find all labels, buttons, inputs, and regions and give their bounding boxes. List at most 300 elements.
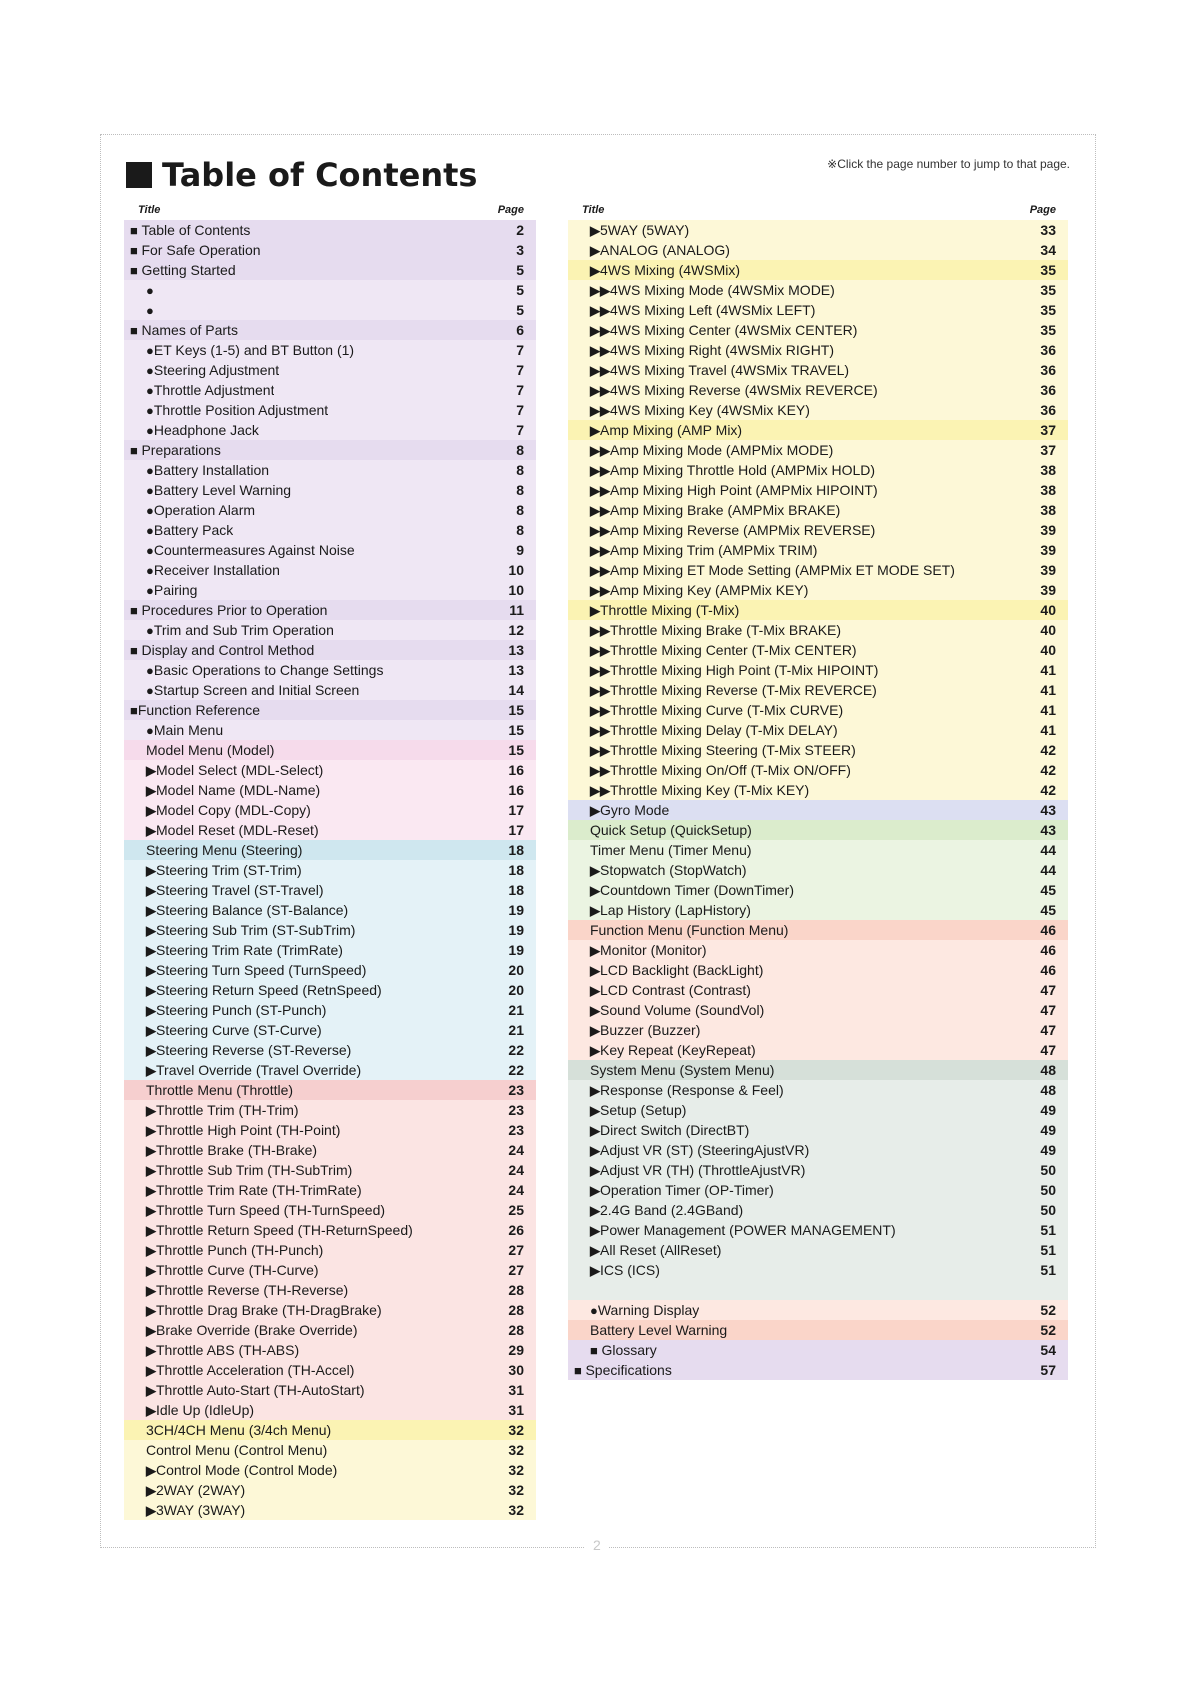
toc-page-link[interactable]: 40 xyxy=(1040,642,1056,658)
toc-page-link[interactable]: 42 xyxy=(1040,742,1056,758)
toc-row[interactable] xyxy=(124,1240,536,1260)
toc-page-link[interactable]: 20 xyxy=(508,982,524,998)
toc-marker: ▶▶ xyxy=(590,303,610,318)
toc-page-link[interactable]: 28 xyxy=(508,1302,524,1318)
toc-page-link[interactable]: 35 xyxy=(1040,282,1056,298)
toc-marker: ▶▶ xyxy=(590,463,610,478)
toc-page-link[interactable]: 12 xyxy=(508,622,524,638)
toc-page-link[interactable]: 41 xyxy=(1040,702,1056,718)
toc-page-link[interactable]: 47 xyxy=(1040,1022,1056,1038)
toc-row[interactable] xyxy=(124,620,536,640)
toc-row[interactable] xyxy=(124,500,536,520)
toc-row[interactable] xyxy=(568,1140,1068,1160)
toc-row[interactable] xyxy=(568,1320,1068,1340)
toc-title-text: Countdown Timer (DownTimer) xyxy=(600,882,794,898)
toc-page-link[interactable]: 8 xyxy=(516,442,524,458)
toc-page-link[interactable]: 35 xyxy=(1040,322,1056,338)
toc-page-link[interactable]: 23 xyxy=(508,1122,524,1138)
toc-page-link[interactable]: 33 xyxy=(1040,222,1056,238)
toc-row[interactable] xyxy=(124,260,536,280)
toc-row[interactable] xyxy=(568,700,1068,720)
toc-marker: ▶ xyxy=(590,1003,600,1018)
toc-row[interactable] xyxy=(568,520,1068,540)
toc-row[interactable] xyxy=(568,580,1068,600)
toc-row[interactable] xyxy=(124,320,536,340)
toc-page-link[interactable]: 52 xyxy=(1040,1322,1056,1338)
toc-row[interactable] xyxy=(124,600,536,620)
toc-page-link[interactable]: 43 xyxy=(1040,802,1056,818)
toc-page-link[interactable]: 36 xyxy=(1040,362,1056,378)
toc-page-link[interactable]: 5 xyxy=(516,302,524,318)
toc-row[interactable] xyxy=(124,440,536,460)
toc-row[interactable] xyxy=(568,1260,1068,1280)
toc-page-link[interactable]: 32 xyxy=(508,1442,524,1458)
toc-row[interactable] xyxy=(124,360,536,380)
toc-row[interactable] xyxy=(124,1020,536,1040)
toc-row[interactable] xyxy=(568,880,1068,900)
toc-row[interactable] xyxy=(124,920,536,940)
toc-row[interactable] xyxy=(568,820,1068,840)
toc-page-link[interactable]: 50 xyxy=(1040,1182,1056,1198)
toc-page-link[interactable]: 37 xyxy=(1040,422,1056,438)
toc-row[interactable] xyxy=(124,1220,536,1240)
toc-row[interactable] xyxy=(124,700,536,720)
toc-marker: ▶ xyxy=(146,903,156,918)
toc-row[interactable] xyxy=(124,520,536,540)
toc-title-text: Timer Menu (Timer Menu) xyxy=(590,842,752,858)
toc-page-link[interactable]: 47 xyxy=(1040,1042,1056,1058)
toc-entry-title xyxy=(574,740,856,760)
toc-page-link[interactable]: 51 xyxy=(1040,1242,1056,1258)
toc-page-link[interactable]: 22 xyxy=(508,1062,524,1078)
toc-row[interactable] xyxy=(124,1100,536,1120)
toc-page-link[interactable]: 41 xyxy=(1040,662,1056,678)
toc-row[interactable] xyxy=(124,1440,536,1460)
toc-row[interactable] xyxy=(568,1020,1068,1040)
toc-page-link[interactable]: 14 xyxy=(508,682,524,698)
toc-marker: ▶ xyxy=(590,243,600,258)
toc-page-link[interactable]: 20 xyxy=(508,962,524,978)
toc-title-text: Startup Screen and Initial Screen xyxy=(153,682,360,698)
toc-page-link[interactable]: 44 xyxy=(1040,862,1056,878)
toc-page-link[interactable]: 50 xyxy=(1040,1162,1056,1178)
toc-page-link[interactable]: 32 xyxy=(508,1482,524,1498)
toc-list-right xyxy=(568,220,1068,1380)
toc-page-link[interactable]: 28 xyxy=(508,1282,524,1298)
toc-row[interactable] xyxy=(568,420,1068,440)
toc-row[interactable] xyxy=(124,400,536,420)
toc-row[interactable] xyxy=(124,840,536,860)
toc-row[interactable] xyxy=(124,1400,536,1420)
toc-entry-title xyxy=(130,220,250,240)
toc-page-link[interactable]: 34 xyxy=(1040,242,1056,258)
toc-page-link[interactable]: 7 xyxy=(516,342,524,358)
toc-page-link[interactable]: 32 xyxy=(508,1462,524,1478)
toc-page-link[interactable]: 18 xyxy=(508,882,524,898)
toc-page-link[interactable]: 41 xyxy=(1040,682,1056,698)
toc-row[interactable] xyxy=(124,1120,536,1140)
toc-row[interactable] xyxy=(124,1060,536,1080)
toc-title-text: Trim and Sub Trim Operation xyxy=(153,622,334,638)
toc-row[interactable] xyxy=(124,1340,536,1360)
toc-marker: ▶ xyxy=(590,983,600,998)
toc-row[interactable] xyxy=(124,1500,536,1520)
toc-row[interactable] xyxy=(124,1360,536,1380)
toc-page-link[interactable]: 57 xyxy=(1040,1362,1056,1378)
toc-row[interactable] xyxy=(124,540,536,560)
toc-row[interactable] xyxy=(124,1200,536,1220)
toc-page-link[interactable]: 7 xyxy=(516,382,524,398)
toc-marker: ▶ xyxy=(146,1003,156,1018)
toc-page-link[interactable]: 2 xyxy=(516,222,524,238)
toc-page-link[interactable]: 27 xyxy=(508,1262,524,1278)
toc-row[interactable] xyxy=(568,960,1068,980)
toc-row[interactable] xyxy=(568,260,1068,280)
toc-marker: ▶▶ xyxy=(590,343,610,358)
toc-entry-title xyxy=(574,580,808,600)
toc-row[interactable] xyxy=(568,1100,1068,1120)
toc-page-link[interactable]: 42 xyxy=(1040,782,1056,798)
toc-row[interactable] xyxy=(124,960,536,980)
toc-page-link[interactable]: 51 xyxy=(1040,1222,1056,1238)
toc-marker: ● xyxy=(146,523,154,538)
column-header xyxy=(568,200,1068,220)
toc-page-link[interactable]: 8 xyxy=(516,462,524,478)
toc-page-link[interactable]: 10 xyxy=(508,562,524,578)
toc-column-left xyxy=(124,200,536,1520)
toc-row[interactable] xyxy=(124,860,536,880)
toc-title-text: Control Mode (Control Mode) xyxy=(156,1462,338,1478)
toc-page-link[interactable]: 6 xyxy=(516,322,524,338)
toc-page-link[interactable]: 10 xyxy=(508,582,524,598)
toc-page-link[interactable]: 32 xyxy=(508,1502,524,1518)
toc-entry-title xyxy=(130,640,314,660)
toc-page-link[interactable]: 46 xyxy=(1040,942,1056,958)
toc-page-link[interactable]: 40 xyxy=(1040,602,1056,618)
toc-page-link[interactable]: 49 xyxy=(1040,1142,1056,1158)
toc-row[interactable] xyxy=(568,720,1068,740)
toc-row[interactable] xyxy=(124,420,536,440)
toc-entry-title xyxy=(574,440,833,460)
toc-page-link[interactable]: 16 xyxy=(508,762,524,778)
toc-row[interactable] xyxy=(568,660,1068,680)
toc-page-link[interactable]: 19 xyxy=(508,942,524,958)
toc-page-link[interactable]: 52 xyxy=(1040,1302,1056,1318)
toc-page-link[interactable]: 54 xyxy=(1040,1342,1056,1358)
toc-title-text: 5WAY (5WAY) xyxy=(600,222,690,238)
toc-row[interactable] xyxy=(568,1200,1068,1220)
toc-row[interactable] xyxy=(124,1460,536,1480)
toc-page-link[interactable]: 29 xyxy=(508,1342,524,1358)
toc-entry-title xyxy=(130,700,260,720)
toc-entry-title xyxy=(130,1240,323,1260)
toc-page-link[interactable]: 5 xyxy=(516,262,524,278)
toc-row[interactable] xyxy=(568,240,1068,260)
toc-row[interactable] xyxy=(124,1040,536,1060)
toc-row[interactable] xyxy=(124,1380,536,1400)
toc-row[interactable] xyxy=(568,220,1068,240)
toc-marker: ▶▶ xyxy=(590,763,610,778)
toc-page-link[interactable]: 19 xyxy=(508,902,524,918)
toc-row[interactable] xyxy=(568,840,1068,860)
toc-row[interactable] xyxy=(124,1180,536,1200)
toc-row[interactable] xyxy=(568,760,1068,780)
toc-row[interactable] xyxy=(568,280,1068,300)
toc-marker: ■ xyxy=(590,1343,602,1358)
toc-marker: ▶ xyxy=(590,1243,600,1258)
toc-page-link[interactable]: 28 xyxy=(508,1322,524,1338)
toc-marker: ▶▶ xyxy=(590,323,610,338)
toc-title-text: Throttle Mixing Key (T-Mix KEY) xyxy=(610,782,810,798)
toc-row[interactable] xyxy=(568,640,1068,660)
toc-marker: ● xyxy=(146,583,154,598)
toc-page-link[interactable]: 39 xyxy=(1040,542,1056,558)
toc-row[interactable] xyxy=(568,440,1068,460)
toc-title-text: Throttle Mixing Curve (T-Mix CURVE) xyxy=(610,702,844,718)
toc-page-link[interactable]: 32 xyxy=(508,1422,524,1438)
toc-row[interactable] xyxy=(568,460,1068,480)
toc-row[interactable] xyxy=(124,660,536,680)
toc-row[interactable] xyxy=(124,220,536,240)
toc-row[interactable] xyxy=(124,940,536,960)
toc-page-link[interactable]: 22 xyxy=(508,1042,524,1058)
toc-row[interactable] xyxy=(568,380,1068,400)
toc-row[interactable] xyxy=(568,300,1068,320)
toc-row[interactable] xyxy=(568,1240,1068,1260)
toc-row[interactable] xyxy=(568,1080,1068,1100)
toc-page-link[interactable]: 48 xyxy=(1040,1082,1056,1098)
toc-page-link[interactable]: 21 xyxy=(508,1002,524,1018)
toc-row[interactable] xyxy=(568,900,1068,920)
toc-marker: ▶ xyxy=(590,903,600,918)
toc-page-link[interactable]: 13 xyxy=(508,662,524,678)
toc-page-link[interactable]: 24 xyxy=(508,1142,524,1158)
toc-row[interactable] xyxy=(124,740,536,760)
toc-row[interactable] xyxy=(124,1080,536,1100)
toc-page-link[interactable]: 25 xyxy=(508,1202,524,1218)
toc-page-link[interactable]: 13 xyxy=(508,642,524,658)
toc-row[interactable] xyxy=(568,1300,1068,1320)
toc-row[interactable] xyxy=(124,900,536,920)
toc-page-link[interactable]: 24 xyxy=(508,1182,524,1198)
toc-row[interactable] xyxy=(568,540,1068,560)
toc-row[interactable] xyxy=(124,580,536,600)
toc-row[interactable] xyxy=(568,1180,1068,1200)
toc-page-link[interactable]: 9 xyxy=(516,542,524,558)
toc-row[interactable] xyxy=(124,280,536,300)
toc-page-link[interactable]: 18 xyxy=(508,842,524,858)
toc-page-link[interactable]: 38 xyxy=(1040,482,1056,498)
toc-row[interactable] xyxy=(124,880,536,900)
toc-title-text: Battery Level Warning xyxy=(153,482,292,498)
toc-row[interactable] xyxy=(124,760,536,780)
toc-row[interactable] xyxy=(568,320,1068,340)
toc-page-link[interactable]: 7 xyxy=(516,422,524,438)
toc-page-link[interactable]: 43 xyxy=(1040,822,1056,838)
toc-page-link[interactable]: 31 xyxy=(508,1382,524,1398)
toc-row[interactable] xyxy=(124,380,536,400)
toc-title-text: LCD Contrast (Contrast) xyxy=(600,982,751,998)
toc-row[interactable] xyxy=(568,500,1068,520)
toc-row[interactable] xyxy=(124,1420,536,1440)
toc-page-link[interactable]: 18 xyxy=(508,862,524,878)
toc-page-link[interactable]: 50 xyxy=(1040,1202,1056,1218)
toc-list-left xyxy=(124,220,536,1520)
toc-page-link[interactable]: 15 xyxy=(508,722,524,738)
toc-page-link[interactable]: 39 xyxy=(1040,522,1056,538)
toc-row[interactable] xyxy=(124,340,536,360)
toc-row[interactable] xyxy=(124,460,536,480)
toc-entry-title xyxy=(574,280,835,300)
toc-page-link[interactable]: 41 xyxy=(1040,722,1056,738)
toc-title-text: 4WS Mixing Mode (4WSMix MODE) xyxy=(610,282,835,298)
toc-row[interactable] xyxy=(124,1160,536,1180)
toc-page-link[interactable]: 45 xyxy=(1040,882,1056,898)
toc-page-link[interactable]: 46 xyxy=(1040,922,1056,938)
toc-entry-title xyxy=(130,940,343,960)
toc-entry-title xyxy=(130,260,236,280)
toc-row[interactable] xyxy=(124,1000,536,1020)
toc-page-link[interactable]: 15 xyxy=(508,702,524,718)
toc-page-link[interactable]: 35 xyxy=(1040,262,1056,278)
toc-title-text: Sound Volume (SoundVol) xyxy=(600,1002,765,1018)
toc-page-link[interactable]: 47 xyxy=(1040,982,1056,998)
toc-row[interactable] xyxy=(568,560,1068,580)
toc-page-link[interactable]: 36 xyxy=(1040,402,1056,418)
toc-row[interactable] xyxy=(124,1320,536,1340)
toc-page-link[interactable]: 27 xyxy=(508,1242,524,1258)
toc-marker: ▶ xyxy=(146,1323,156,1338)
toc-row[interactable] xyxy=(124,300,536,320)
toc-title-text: Throttle Adjustment xyxy=(153,382,275,398)
toc-row[interactable] xyxy=(568,860,1068,880)
toc-title-text: Buzzer (Buzzer) xyxy=(600,1022,701,1038)
toc-title-text: 4WS Mixing Left (4WSMix LEFT) xyxy=(610,302,816,318)
toc-page-link[interactable]: 5 xyxy=(516,282,524,298)
toc-page-link[interactable]: 38 xyxy=(1040,502,1056,518)
toc-marker: ▶ xyxy=(146,1283,156,1298)
toc-page-link[interactable]: 11 xyxy=(509,602,524,618)
toc-page-link[interactable]: 45 xyxy=(1040,902,1056,918)
toc-marker: ▶▶ xyxy=(590,543,610,558)
toc-page-link[interactable]: 8 xyxy=(516,522,524,538)
toc-page-link[interactable]: 47 xyxy=(1040,1002,1056,1018)
toc-page-link[interactable]: 46 xyxy=(1040,962,1056,978)
toc-page-link[interactable]: 40 xyxy=(1040,622,1056,638)
toc-row[interactable] xyxy=(568,1060,1068,1080)
toc-title-text: Throttle Turn Speed (TH-TurnSpeed) xyxy=(156,1202,386,1218)
toc-row[interactable] xyxy=(568,940,1068,960)
toc-page-link[interactable]: 21 xyxy=(508,1022,524,1038)
toc-page-link[interactable]: 35 xyxy=(1040,302,1056,318)
toc-page-link[interactable]: 26 xyxy=(508,1222,524,1238)
toc-page-link[interactable]: 36 xyxy=(1040,382,1056,398)
toc-row[interactable] xyxy=(568,360,1068,380)
toc-row[interactable] xyxy=(568,800,1068,820)
toc-row[interactable] xyxy=(124,1140,536,1160)
toc-row[interactable] xyxy=(568,980,1068,1000)
toc-entry-title xyxy=(130,620,334,640)
toc-row[interactable] xyxy=(124,480,536,500)
toc-page-link[interactable]: 42 xyxy=(1040,762,1056,778)
toc-page-link[interactable]: 24 xyxy=(508,1162,524,1178)
toc-row[interactable] xyxy=(124,1300,536,1320)
toc-row[interactable] xyxy=(568,480,1068,500)
toc-row[interactable] xyxy=(568,680,1068,700)
toc-page-link[interactable]: 23 xyxy=(508,1082,524,1098)
toc-page-link[interactable]: 39 xyxy=(1040,582,1056,598)
toc-page-link[interactable]: 44 xyxy=(1040,842,1056,858)
toc-page-link[interactable]: 48 xyxy=(1040,1062,1056,1078)
toc-title-text: Operation Alarm xyxy=(153,502,256,518)
toc-row[interactable] xyxy=(568,780,1068,800)
toc-row[interactable] xyxy=(124,1280,536,1300)
toc-row[interactable] xyxy=(124,800,536,820)
toc-row[interactable] xyxy=(568,1040,1068,1060)
toc-marker: ● xyxy=(146,563,154,578)
toc-page-link[interactable]: 37 xyxy=(1040,442,1056,458)
toc-page-link[interactable]: 8 xyxy=(516,482,524,498)
toc-row[interactable] xyxy=(568,1120,1068,1140)
toc-row[interactable] xyxy=(568,340,1068,360)
toc-entry-title xyxy=(574,1180,774,1200)
toc-page-link[interactable]: 23 xyxy=(508,1102,524,1118)
toc-page-link[interactable]: 39 xyxy=(1040,562,1056,578)
toc-row[interactable] xyxy=(124,720,536,740)
toc-page-link[interactable]: 7 xyxy=(516,402,524,418)
toc-row[interactable] xyxy=(568,920,1068,940)
toc-page-link[interactable]: 3 xyxy=(516,242,524,258)
toc-row[interactable] xyxy=(568,740,1068,760)
toc-title-text: Preparations xyxy=(141,442,221,458)
toc-row[interactable] xyxy=(568,1220,1068,1240)
toc-page-link[interactable]: 16 xyxy=(508,782,524,798)
toc-page-link[interactable]: 7 xyxy=(516,362,524,378)
toc-row[interactable] xyxy=(124,240,536,260)
toc-row[interactable] xyxy=(568,1340,1068,1360)
toc-page-link[interactable]: 49 xyxy=(1040,1102,1056,1118)
toc-row[interactable] xyxy=(568,1160,1068,1180)
toc-page-link[interactable]: 38 xyxy=(1040,462,1056,478)
toc-page-link[interactable]: 8 xyxy=(516,502,524,518)
toc-page-link[interactable]: 36 xyxy=(1040,342,1056,358)
toc-row[interactable] xyxy=(124,1260,536,1280)
toc-row[interactable] xyxy=(568,620,1068,640)
toc-page-link[interactable]: 19 xyxy=(508,922,524,938)
toc-row[interactable] xyxy=(124,820,536,840)
toc-page-link[interactable]: 31 xyxy=(508,1402,524,1418)
toc-page-link[interactable]: 17 xyxy=(508,802,524,818)
toc-page-link[interactable]: 30 xyxy=(508,1362,524,1378)
toc-row[interactable] xyxy=(568,600,1068,620)
toc-title-text: Model Name (MDL-Name) xyxy=(156,782,321,798)
toc-row[interactable] xyxy=(568,1000,1068,1020)
toc-title-text: Throttle High Point (TH-Point) xyxy=(156,1122,341,1138)
toc-row[interactable] xyxy=(124,980,536,1000)
toc-page-link[interactable]: 51 xyxy=(1040,1262,1056,1278)
toc-page-link[interactable]: 49 xyxy=(1040,1122,1056,1138)
toc-row[interactable] xyxy=(124,780,536,800)
toc-row[interactable] xyxy=(568,1360,1068,1380)
toc-page-link[interactable]: 17 xyxy=(508,822,524,838)
toc-row[interactable] xyxy=(124,560,536,580)
toc-row[interactable] xyxy=(124,680,536,700)
toc-row[interactable] xyxy=(568,400,1068,420)
toc-page-link[interactable]: 15 xyxy=(508,742,524,758)
toc-marker: ▶▶ xyxy=(590,623,610,638)
toc-row[interactable] xyxy=(124,1480,536,1500)
toc-row[interactable] xyxy=(124,640,536,660)
